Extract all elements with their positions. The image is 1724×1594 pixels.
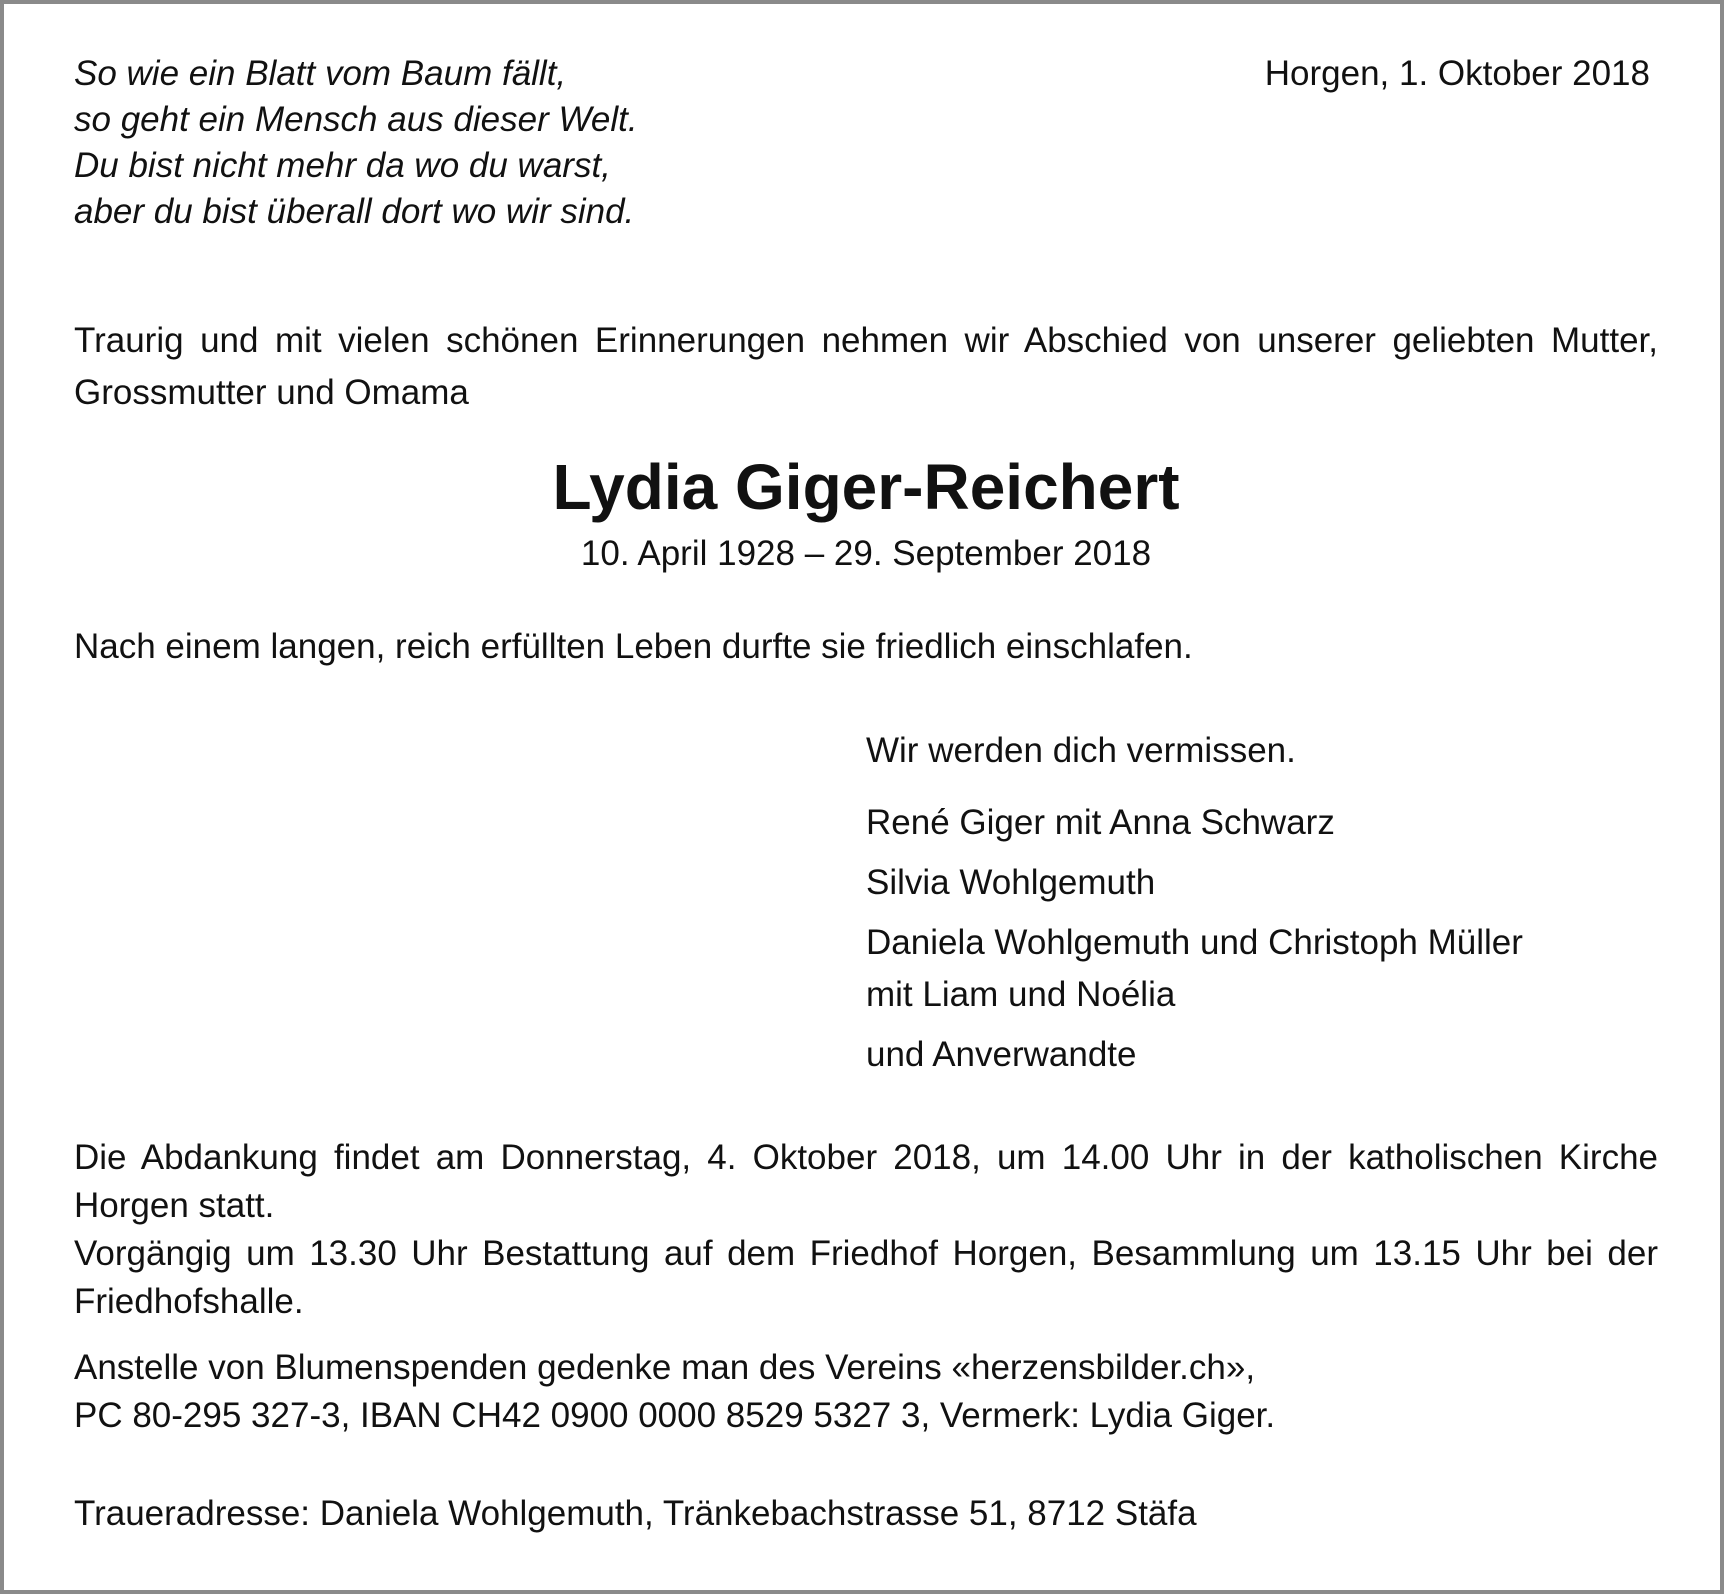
- poem-line: Du bist nicht mehr da wo du warst,: [74, 146, 611, 185]
- poem: [74, 51, 638, 235]
- intro-text: Traurig und mit vielen schönen Erinnerungen nehmen wir Abschied von unserer geliebten Mutter, Grossmutter und Omama: [74, 321, 1658, 412]
- service-info: [74, 1134, 1658, 1326]
- place-date-line: Horgen, 1. Oktober 2018: [1264, 54, 1650, 93]
- poem-line: so geht ein Mensch aus dieser Welt.: [74, 100, 638, 139]
- mourning-address: Traueradresse: Daniela Wohlgemuth, Tränkebachstrasse 51, 8712 Stäfa: [74, 1494, 1197, 1533]
- donation-account-line: PC 80-295 327-3, IBAN CH42 0900 0000 8529 5327 3, Vermerk: Lydia Giger.: [74, 1396, 1276, 1435]
- mourner-line: Silvia Wohlgemuth: [866, 863, 1156, 902]
- deceased-name: Lydia Giger-Reichert: [552, 451, 1180, 523]
- poem-line: So wie ein Blatt vom Baum fällt,: [74, 54, 567, 93]
- donation-line: Anstelle von Blumenspenden gedenke man des Vereins «herzensbilder.ch»,: [74, 1348, 1256, 1387]
- poem-line: aber du bist überall dort wo wir sind.: [74, 192, 635, 231]
- ceremony-text: Die Abdankung findet am Donnerstag, 4. Oktober 2018, um 14.00 Uhr in der katholischen Kirche Horgen statt.: [74, 1138, 1658, 1225]
- mourners-list: [866, 797, 1523, 1081]
- mourner-line: Daniela Wohlgemuth und Christoph Müller: [866, 923, 1523, 962]
- mourner-line: und Anverwandte: [866, 1035, 1137, 1074]
- signoff-text: Wir werden dich vermissen.: [866, 731, 1296, 770]
- mourner-line: René Giger mit Anna Schwarz: [866, 803, 1335, 842]
- life-dates: 10. April 1928 – 29. September 2018: [580, 534, 1152, 573]
- mourner-line: mit Liam und Noélia: [866, 975, 1176, 1014]
- burial-text: Vorgängig um 13.30 Uhr Bestattung auf dem Friedhof Horgen, Besammlung um 13.15 Uhr bei der Friedhofshalle.: [74, 1234, 1658, 1321]
- donation-info: [74, 1344, 1658, 1440]
- passing-text: Nach einem langen, reich erfüllten Leben durfte sie friedlich einschlafen.: [74, 627, 1193, 666]
